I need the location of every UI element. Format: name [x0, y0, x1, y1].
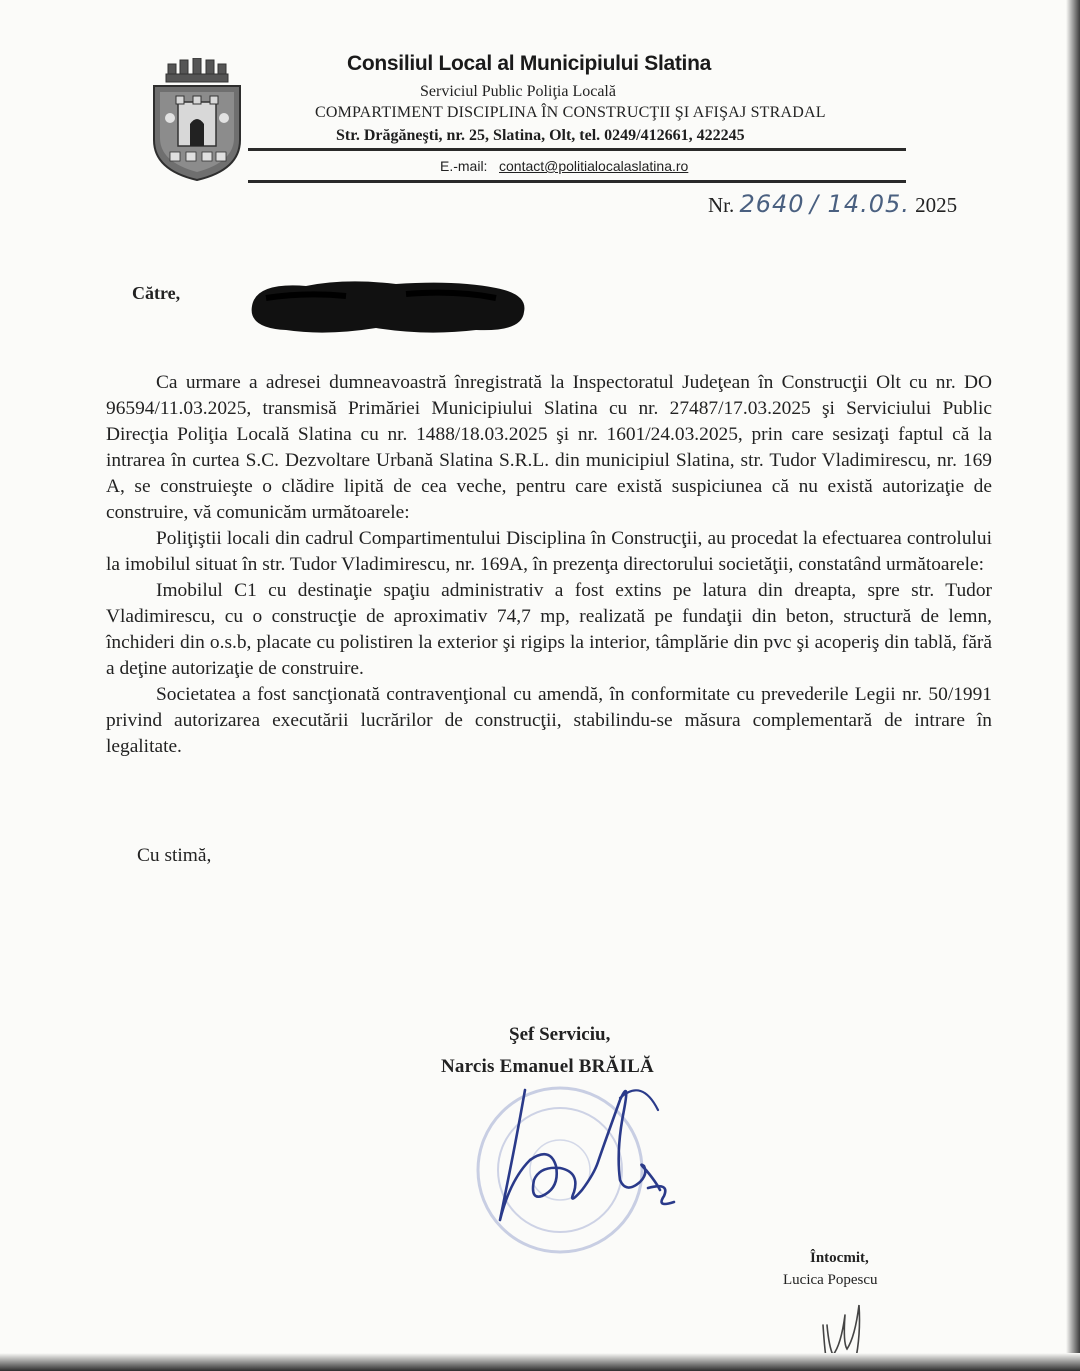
registration-prefix: Nr.	[708, 193, 735, 217]
body-paragraph: Ca urmare a adresei dumneavoastră înregistrată la Inspectoratul Judeţean în Construcţii Olt cu nr. DO 96594/11.03.2025, transmisă Primăriei Municipiului Slatina cu nr. 27487/17.03.2025 şi Serviciului Public Direcţia Poliţia Locală Slatina cu nr. 1488/18.03.2025 şi nr. 1601/24.03.2025, prin care sesizaţi faptul că la intrarea în curtea S.C. Dezvoltare Urbană Slatina S.R.L. din municipiul Slatina, str. Tudor Vladimirescu, nr. 169 A, se construieşte o clădire lipită de cea veche, pentru care există suspiciunea că nu există autorizaţie de construire, vă comunicăm următoarele:	[106, 372, 992, 523]
recipient-label: Către,	[132, 283, 181, 303]
signatory-title: Şef Serviciu,	[509, 1024, 611, 1045]
body-paragraph: Poliţiştii locali din cadrul Compartimentului Disciplina în Construcţii, au procedat la efectuarea controlului la imobilul situat în str. Tudor Vladimirescu, nr. 169A, în prezenţa directorului societăţii, constatând următoarele:	[106, 528, 992, 575]
scan-edge-shadow-bottom	[0, 1353, 1080, 1371]
header-divider	[248, 148, 906, 151]
body-paragraph: Imobilul C1 cu destinaţie spaţiu administrativ a fost extins pe latura din dreapta, spre str. Tudor Vladimirescu, cu o construcţie de aproximativ 74,7 mp, realizată pe fundaţii din beton, structură de lemn, închideri din o.s.b, placate cu polistiren la exterior şi rigips la interior, tâmplărie din pvc şi acoperiş din tablă, fără a deţine autorizaţie de construire.	[106, 580, 992, 679]
address-line: Str. Drăgăneşti, nr. 25, Slatina, Olt, tel. 0249/412661, 422245	[336, 127, 745, 144]
registration-number	[708, 190, 957, 218]
department-name: COMPARTIMENT DISCIPLINA ÎN CONSTRUCŢII ŞI AFIŞAJ STRADAL	[315, 104, 826, 121]
closing-salutation: Cu stimă,	[137, 845, 212, 866]
registration-handwritten-number: 2640	[739, 190, 805, 218]
council-name: Consiliul Local al Municipiului Slatina	[347, 52, 712, 75]
header-divider-bottom	[248, 180, 906, 183]
redacted-recipient-name	[246, 276, 530, 340]
signatory-name: Narcis Emanuel BRĂILĂ	[441, 1056, 654, 1077]
letter-body	[106, 370, 992, 760]
prepared-by-title: Întocmit,	[810, 1250, 869, 1266]
email-link[interactable]: contact@politialocalaslatina.ro	[499, 158, 689, 174]
slatina-coat-of-arms-icon	[150, 58, 244, 182]
registration-handwritten-date: / 14.05.	[809, 190, 910, 218]
body-paragraph: Societatea a fost sancţionată contravenţional cu amendă, în conformitate cu prevederile Legii nr. 50/1991 privind autorizarea executării lucrărilor de construcţii, stabilindu-se măsura complementară de intrare în legalitate.	[106, 684, 992, 757]
service-name: Serviciul Public Poliţia Locală	[420, 83, 616, 100]
director-signature-icon	[470, 1070, 700, 1230]
email-label: E.-mail:	[440, 158, 488, 174]
scan-edge-shadow	[1066, 0, 1080, 1371]
registration-year: 2025	[915, 193, 958, 217]
prepared-by-name: Lucica Popescu	[783, 1272, 878, 1288]
